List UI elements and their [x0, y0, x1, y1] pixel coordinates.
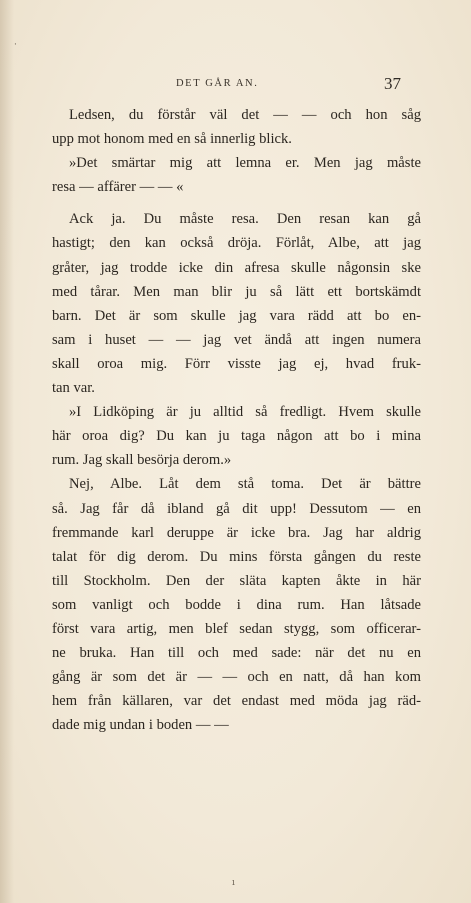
text-line: Ledsen, du förstår väl det — — och hon såg — [69, 107, 421, 123]
paragraph-gap — [52, 199, 421, 207]
running-title: DET GÅR AN. — [176, 78, 259, 89]
text-line: med tårar. Men man blir ju så lätt ett bortskämdt — [52, 283, 421, 300]
text-line: tan var. — [52, 380, 95, 397]
paragraph — [52, 103, 421, 151]
paragraph — [52, 472, 421, 737]
text-line: dade mig undan i boden — — — [52, 717, 229, 734]
text-line: gråter, jag trodde icke din afresa skulle någonsin ske — [52, 259, 421, 276]
text-line: talat för dig derom. Du mins första gången du reste — [52, 548, 421, 565]
text-line: hastigt; den kan också dröja. Förlåt, Albe, att jag — [52, 235, 421, 252]
text-line: till Stockholm. Den der släta kapten åkte in här — [52, 572, 421, 589]
text-line: barn. Det är som skulle jag vara rädd att bo en- — [52, 307, 421, 324]
text-line: gång är som det är — — och en natt, då han kom — [52, 669, 421, 686]
text-line: sam i huset — — jag vet ändå att ingen numera — [52, 331, 421, 348]
text-line: Ack ja. Du måste resa. Den resan kan gå — [69, 211, 421, 228]
paragraph — [52, 400, 421, 472]
text-line: som vanligt och bodde i dina rum. Han låtsade — [52, 596, 421, 613]
text-line: så. Jag får då ibland gå dit upp! Dessutom — en — [52, 500, 421, 517]
text-line: resa — affärer — — « — [52, 179, 184, 196]
text-line: ne bruka. Han till och med sade: när det nu en — [52, 645, 421, 662]
paragraph — [52, 151, 421, 199]
text-line: skall oroa mig. Förr visste jag ej, hvad fruk- — [52, 355, 421, 372]
text-line: upp mot honom med en så innerlig blick. — [52, 131, 292, 148]
text-line: här oroa dig? Du kan ju taga någon att bo i mina — [52, 428, 421, 445]
spine-shadow — [0, 0, 14, 903]
print-speck: ı — [232, 878, 235, 888]
paragraph — [52, 207, 421, 400]
text-line: först vara artig, men blef sedan stygg, som officerar- — [52, 620, 421, 637]
text-line: hem från källaren, var det endast med möda jag räd- — [52, 693, 421, 710]
text-line: Nej, Albe. Låt dem stå toma. Det är bättre — [69, 476, 421, 493]
text-line: »Det smärtar mig att lemna er. Men jag måste — [69, 155, 421, 172]
text-line: »I Lidköping är ju alltid så fredligt. Hvem skulle — [69, 404, 421, 421]
print-speck: · — [14, 40, 17, 50]
body-text — [52, 103, 421, 737]
text-line: fremmande karl deruppe är icke bra. Jag har aldrig — [52, 524, 421, 541]
page-header — [0, 74, 471, 98]
text-line: rum. Jag skall besörja derom.» — [52, 452, 232, 469]
page-number: 37 — [384, 74, 401, 93]
